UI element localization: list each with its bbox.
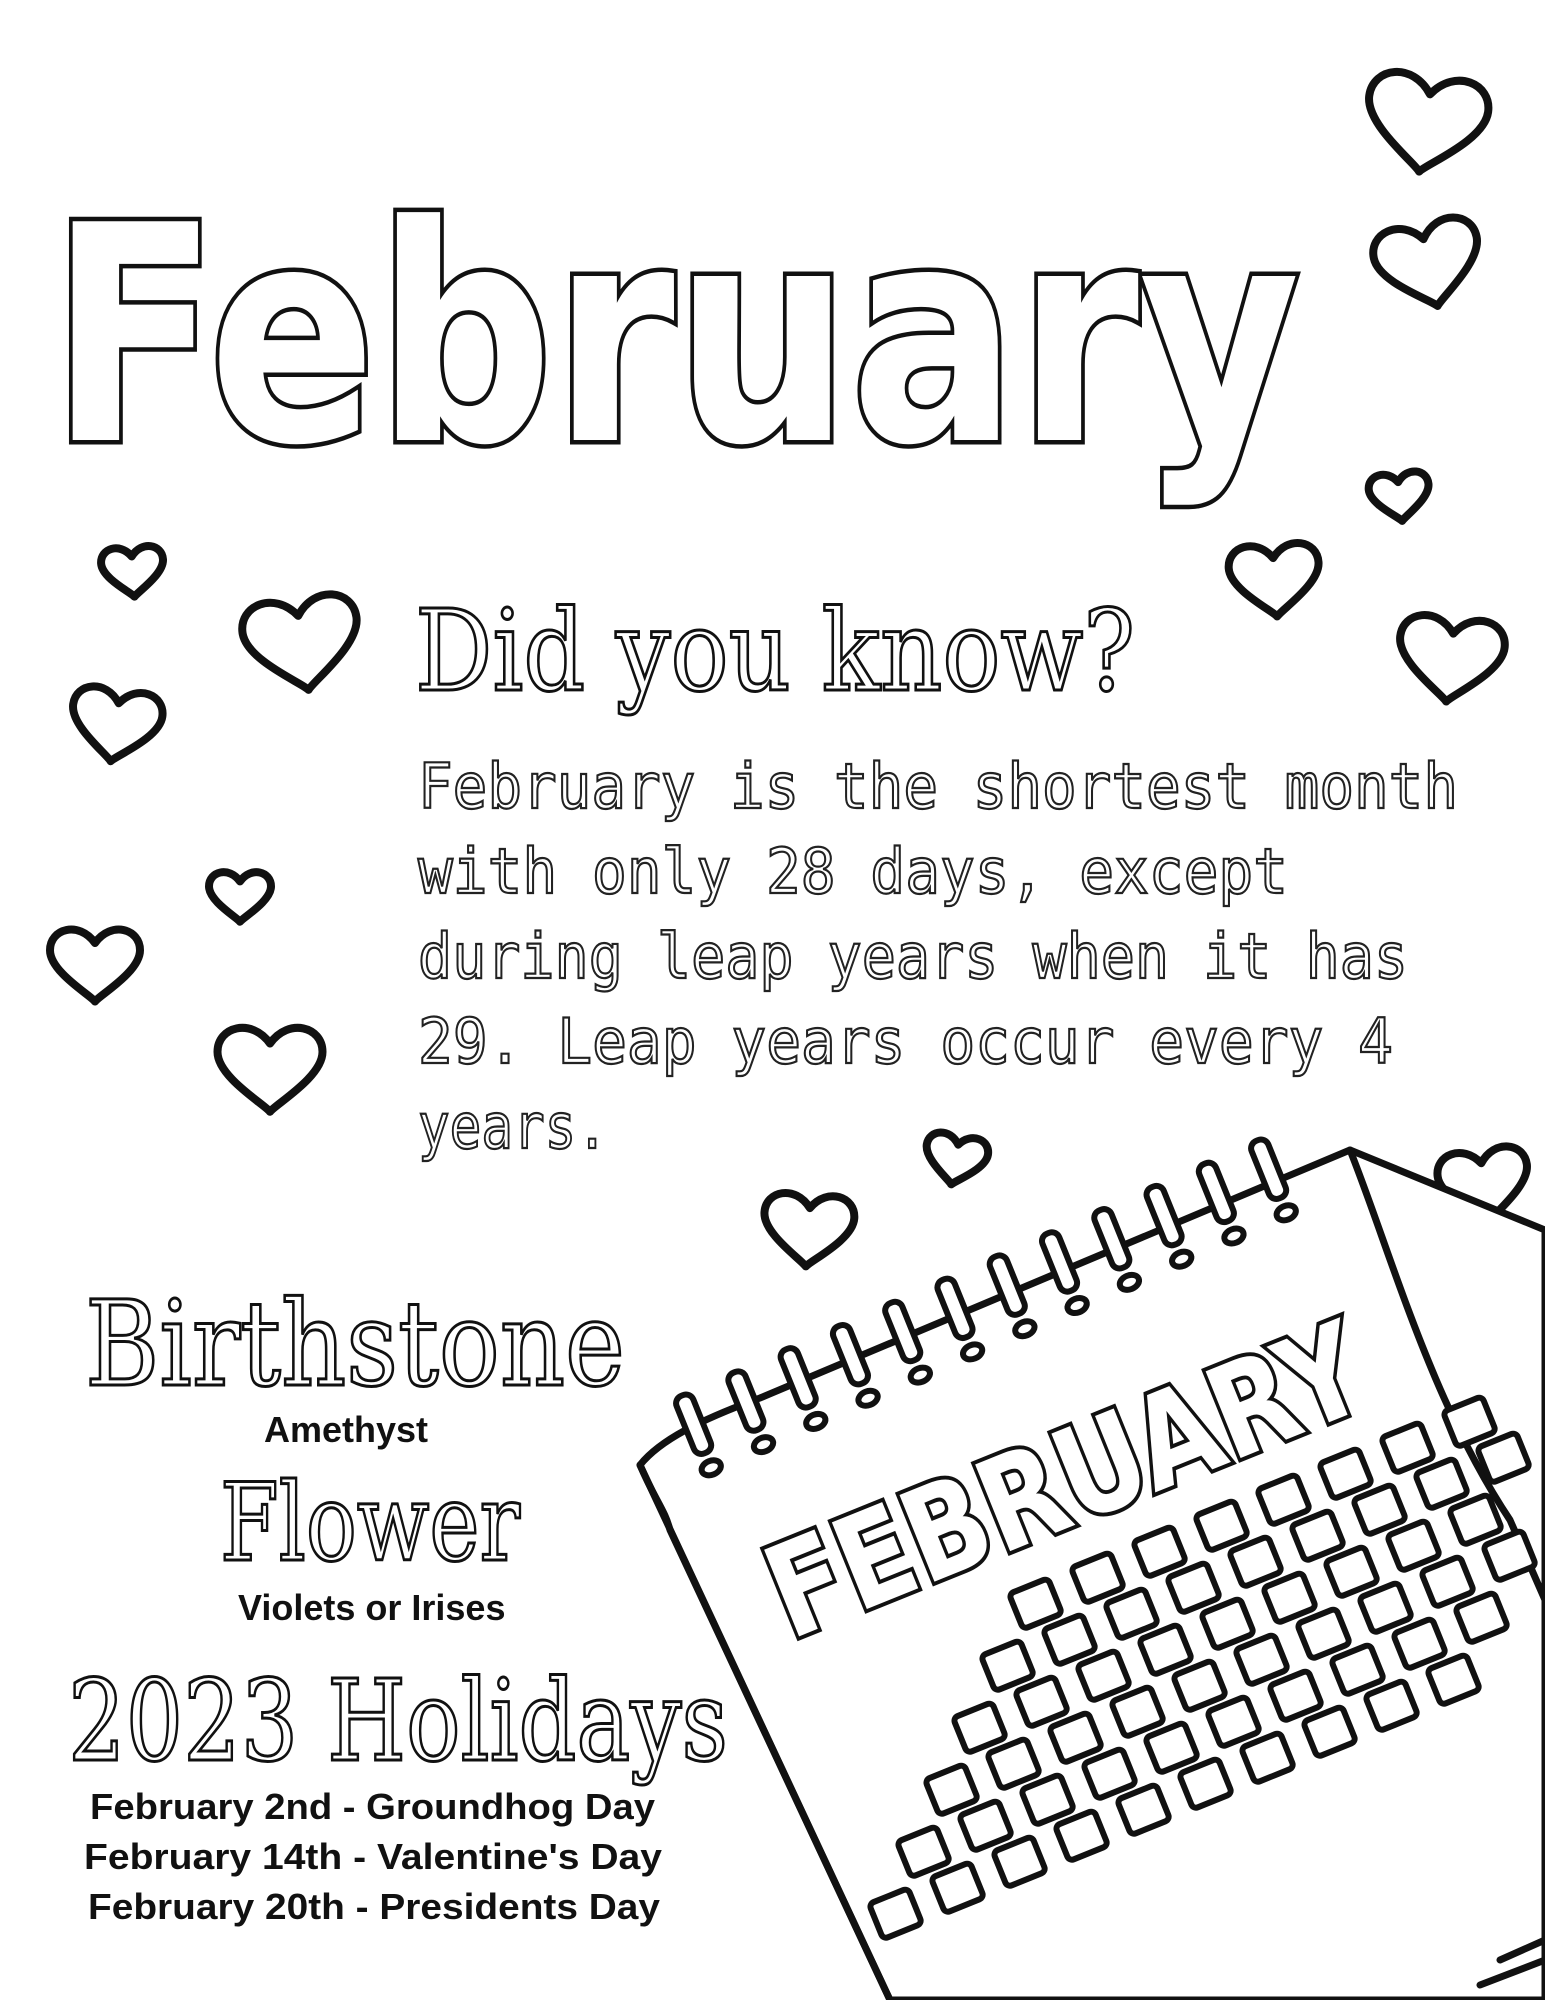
holiday-item: February 20th - Presidents Day [88,1886,660,1927]
fact-line: with only 28 days, except [418,835,1288,908]
heart-icon [761,1192,856,1270]
heart-icon [1367,470,1432,524]
fact-line: 29. Leap years occur every 4 [418,1005,1393,1078]
heart-icon [218,1028,323,1112]
fact-line: years. [418,1090,608,1163]
holiday-list [84,1786,662,1927]
heart-icon [1369,213,1489,317]
birthstone-heading: Birthstone [85,1275,625,1413]
heart-icon [66,684,165,768]
heart-icon [1360,68,1492,180]
flower-heading: Flower [220,1461,521,1586]
did-you-know-heading: Did you know? [415,587,1135,717]
birthstone-value: Amethyst [264,1409,429,1450]
holiday-item: February 2nd - Groundhog Day [90,1786,655,1827]
holidays-heading: 2023 Holidays [68,1657,728,1787]
holiday-item: February 14th - Valentine's Day [84,1836,662,1877]
page-title [50,162,1300,511]
heart-icon [50,930,140,1002]
fact-line: February is the shortest month [418,750,1458,823]
heart-icon [209,872,271,922]
calendar-icon [640,1137,1545,2000]
heart-icon [921,1130,991,1190]
calendar-label: FEBRUARY [745,1248,1501,1669]
title-text: February [50,162,1300,511]
heart-icon [1227,542,1322,620]
fact-paragraph [418,750,1458,1163]
flower-value: Violets or Irises [238,1587,506,1628]
heart-icon [100,545,165,599]
fact-line: during leap years when it has [418,920,1408,993]
heart-icon [239,591,366,698]
heart-icon [1394,613,1507,707]
